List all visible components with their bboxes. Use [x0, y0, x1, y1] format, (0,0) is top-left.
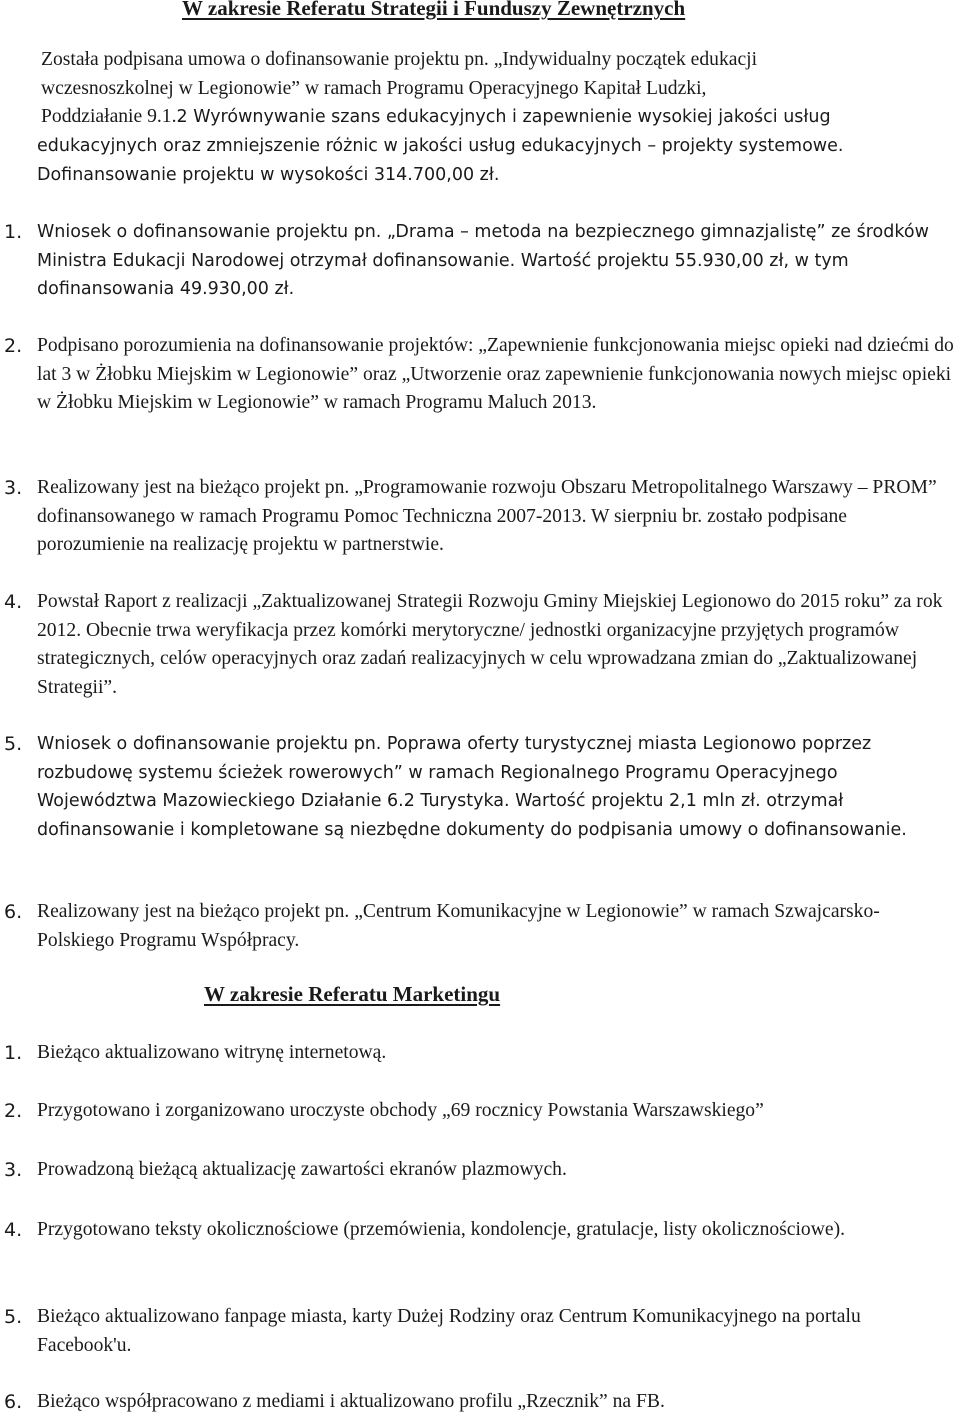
item-text: Prowadzoną bieżącą aktualizację zawartości ekranów plazmowych. — [37, 1159, 567, 1180]
item-number: 1. — [4, 221, 23, 243]
intro-paragraph — [41, 46, 941, 132]
item-text: Bieżąco aktualizowano witrynę internetową. — [37, 1042, 387, 1063]
item-number: 2. — [4, 335, 23, 357]
item-number: 5. — [4, 1306, 23, 1328]
intro-line — [41, 103, 941, 132]
item-text: Przygotowano teksty okolicznościowe (przemówienia, kondolencje, gratulacje, listy okolicznościowe). — [37, 1219, 846, 1240]
item-text: Wniosek o dofinansowanie projektu pn. Poprawa oferty turystycznej miasta Legionowo poprzez rozbudowę systemu ścieżek rowerowych” w ramach Regionalnego Programu Operacyjnego Województwa Mazowieckiego Działanie 6.2 Turystyka. Wartość projektu 2,1 mln zł. otrzymał dofinansowanie i kompletowane są niezbędne dokumenty do podpisania umowy o dofinansowanie. — [37, 734, 907, 840]
item-number: 5. — [4, 733, 23, 755]
item-number: 3. — [4, 1159, 23, 1181]
item-text: Bieżąco współpracowano z mediami i aktualizowano profilu „Rzecznik” na FB. — [37, 1391, 665, 1412]
intro-continuation: edukacyjnych oraz zmniejszenie różnic w jakości usług edukacyjnych – projekty systemowe. Dofinansowanie projektu w wysokości 314.700,00 zł. — [37, 136, 844, 185]
item-number: 1. — [4, 1042, 23, 1064]
item-text: Wniosek o dofinansowanie projektu pn. „Drama – metoda na bezpiecznego gimnazjalistę” ze środków Ministra Edukacji Narodowej otrzymał dofinansowanie. Wartość projektu 55.930,00 zł, w tym dofinansowania 49.930,00 zł. — [37, 222, 929, 299]
item-number: 6. — [4, 1391, 23, 1413]
item-text: Podpisano porozumienia na dofinansowanie projektów: „Zapewnienie funkcjonowania miejsc opieki nad dziećmi do lat 3 w Żłobku Miejskim w Legionowie” oraz „Utworzenie oraz zapewnienie funkcjonowania nowych miejsc opieki w Żłobku Miejskim w Legionowie” w ramach Programu Maluch 2013. — [37, 335, 954, 413]
item-text: Przygotowano i zorganizowano uroczyste obchody „69 rocznicy Powstania Warszawskiego” — [37, 1100, 764, 1121]
intro-text-sans: 2 Wyrównywanie szans edukacyjnych i zapewnienie wysokiej jakości usług — [176, 107, 831, 127]
item-text: Powstał Raport z realizacji „Zaktualizowanej Strategii Rozwoju Gminy Miejskiej Legionowo do 2015 roku” za rok 2012. Obecnie trwa weryfikacja przez komórki merytoryczne/ jednostki organizacyjne przyjętych programów strategicznych, celów operacyjnych oraz zadań realizacyjnych w celu wprowadzana zmian do „Zaktualizowanej Strategii”. — [37, 591, 943, 698]
intro-line: Została podpisana umowa o dofinansowanie projektu pn. „Indywidualny początek edukacji — [41, 49, 758, 70]
item-text: Realizowany jest na bieżąco projekt pn. „Centrum Komunikacyjne w Legionowie” w ramach Szwajcarsko-Polskiego Programu Współpracy. — [37, 901, 880, 951]
item-number: 4. — [4, 1219, 23, 1241]
item-text: Realizowany jest na bieżąco projekt pn. „Programowanie rozwoju Obszaru Metropolitalnego Warszawy – PROM” dofinansowanego w ramach Programu Pomoc Techniczna 2007-2013. W sierpniu br. zostało podpisane porozumienie na realizację projektu w partnerstwie. — [37, 477, 937, 555]
section-heading-strategy: W zakresie Referatu Strategii i Funduszy Zewnętrznych — [182, 0, 686, 20]
section-heading-marketing: W zakresie Referatu Marketingu — [204, 982, 501, 1006]
item-number: 4. — [4, 591, 23, 613]
item-number: 3. — [4, 477, 23, 499]
intro-text-serif: Poddziałanie 9.1. — [41, 106, 177, 127]
item-text: Bieżąco aktualizowano fanpage miasta, karty Dużej Rodziny oraz Centrum Komunikacyjnego na portalu Facebook'u. — [37, 1306, 861, 1356]
intro-line: wczesnoszkolnej w Legionowie” w ramach Programu Operacyjnego Kapitał Ludzki, — [41, 77, 707, 99]
item-number: 2. — [4, 1100, 23, 1122]
item-number: 6. — [4, 901, 23, 923]
